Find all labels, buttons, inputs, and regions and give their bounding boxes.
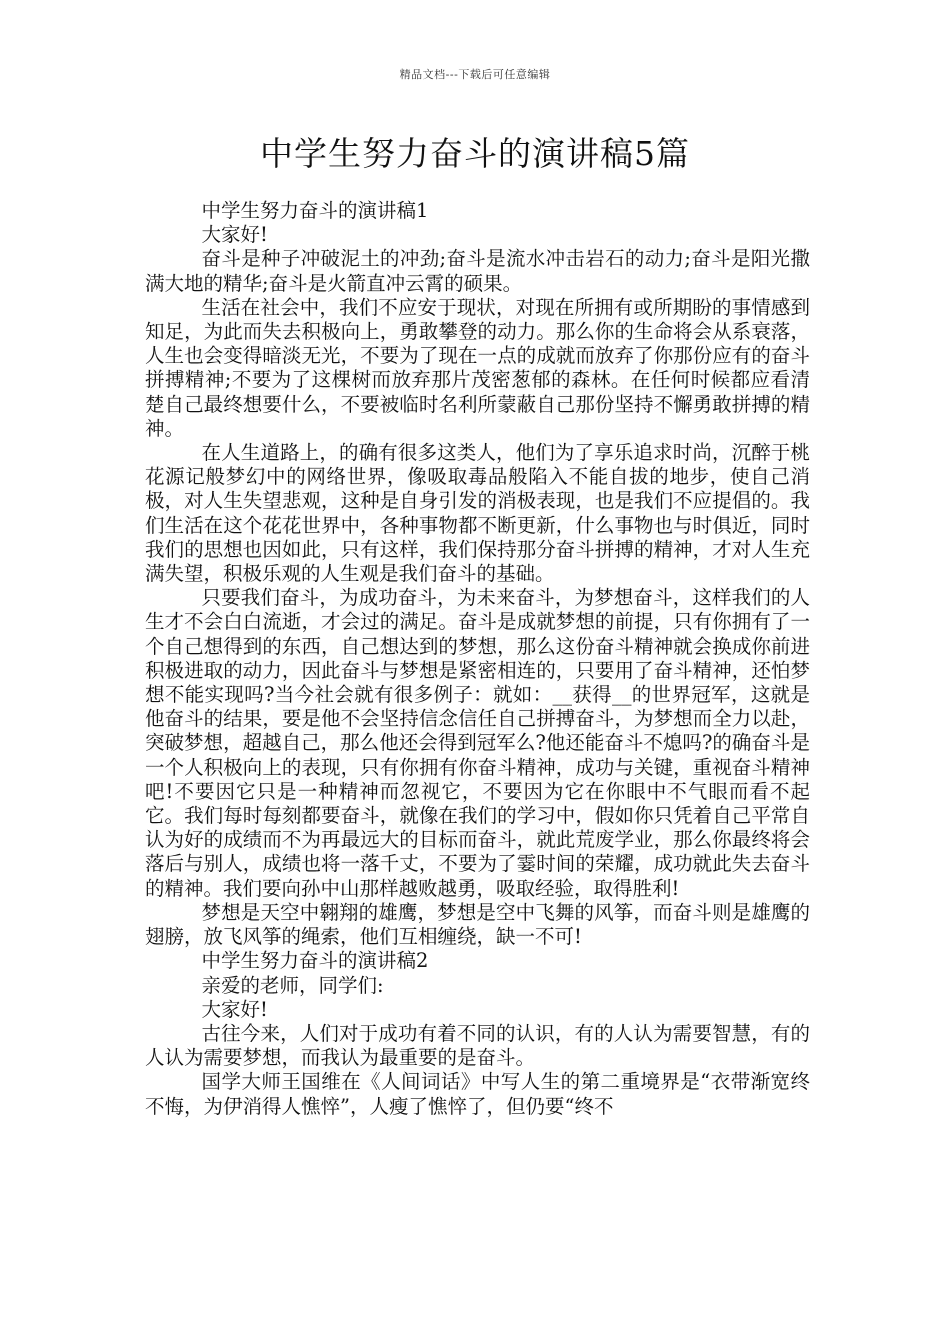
greeting-paragraph: 大家好! [201,997,268,1021]
body-paragraph: 古往今来，人们对于成功有着不同的认识，有的人认为需要智慧，有的人认为需要梦想，而我认为最重要的是奋斗。 [145,1021,810,1070]
speech-heading-2: 中学生努力奋斗的演讲稿2 [201,949,429,973]
speech-heading-1: 中学生努力奋斗的演讲稿1 [201,199,429,222]
body-paragraph: 奋斗是种子冲破泥土的冲劲;奋斗是流水冲击岩石的动力;奋斗是阳光撒满大地的精华;奋斗是火箭直冲云霄的硕果。 [145,247,810,295]
document-body [145,199,810,1119]
body-paragraph: 在人生道路上，的确有很多这类人，他们为了享乐追求时尚，沉醉于桃花源记般梦幻中的网络世界，像吸取毒品般陷入不能自拔的地步，使自己消极，对人生失望悲观，这种是自身引发的消极表现，也是我们不应提倡的。我们生活在这个花花世界中，各种事物都不断更新，什么事物也与时俱近，同时我们的思想也因如此，只有这样，我们保持那分奋斗拼搏的精神，才对人生充满失望，积极乐观的人生观是我们奋斗的基础。 [145,441,810,586]
body-paragraph: 只要我们奋斗，为成功奋斗，为未来奋斗，为梦想奋斗，这样我们的人生才不会白白流逝，才会过的满足。奋斗是成就梦想的前提，只有你拥有了一个自己想得到的东西，自己想达到的梦想，那么这份奋斗精神就会换成你前进积极进取的动力，因此奋斗与梦想是紧密相连的，只要用了奋斗精神，还怕梦想不能实现吗?当今社会就有很多例子：就如：__获得__的世界冠军，这就是他奋斗的结果，要是他不会坚持信念信任自己拼搏奋斗，为梦想而全力以赴，突破梦想，超越自己，那么他还会得到冠军么?他还能奋斗不熄吗?的确奋斗是一个人积极向上的表现，只有你拥有你奋斗精神，成功与关键，重视奋斗精神吧!不要因它只是一种精神而忽视它，不要因为它在你眼中不气眼而看不起它。我们每时每刻都要奋斗，就像在我们的学习中，假如你只凭着自己平常自认为好的成绩而不为再最远大的目标而奋斗，就此荒废学业，那么你最终将会落后与别人，成绩也将一落千丈，不要为了霎时间的荣耀，成功就此失去奋斗的精神。我们要向孙中山那样越败越勇，吸取经验，取得胜利! [145,586,810,900]
greeting-paragraph: 大家好! [201,223,268,247]
salutation-paragraph: 亲爱的老师，同学们: [201,973,384,997]
body-paragraph: 梦想是天空中翱翔的雄鹰，梦想是空中飞舞的风筝，而奋斗则是雄鹰的翅膀，放飞风筝的绳索，他们互相缠绕，缺一不可! [145,900,810,949]
body-paragraph: 国学大师王国维在《人间词话》中写人生的第二重境界是“衣带渐宽终不悔，为伊消得人憔悴”，人瘦了憔悴了，但仍要“终不 [145,1070,810,1118]
body-paragraph: 生活在社会中，我们不应安于现状，对现在所拥有或所期盼的事情感到知足，为此而失去积极向上，勇敢攀登的动力。那么你的生命将会从系衰落，人生也会变得暗淡无光，不要为了现在一点的成就而放弃了你那份应有的奋斗拼搏精神;不要为了这棵树而放弃那片茂密葱郁的森林。在任何时候都应看清楚自己最终想要什么，不要被临时名利所蒙蔽自己那份坚持不懈勇敢拼搏的精神。 [145,295,810,440]
document-title: 中学生努力奋斗的演讲稿5篇 [260,134,690,173]
header-note: 精品文档---下载后可任意编辑 [399,68,551,81]
